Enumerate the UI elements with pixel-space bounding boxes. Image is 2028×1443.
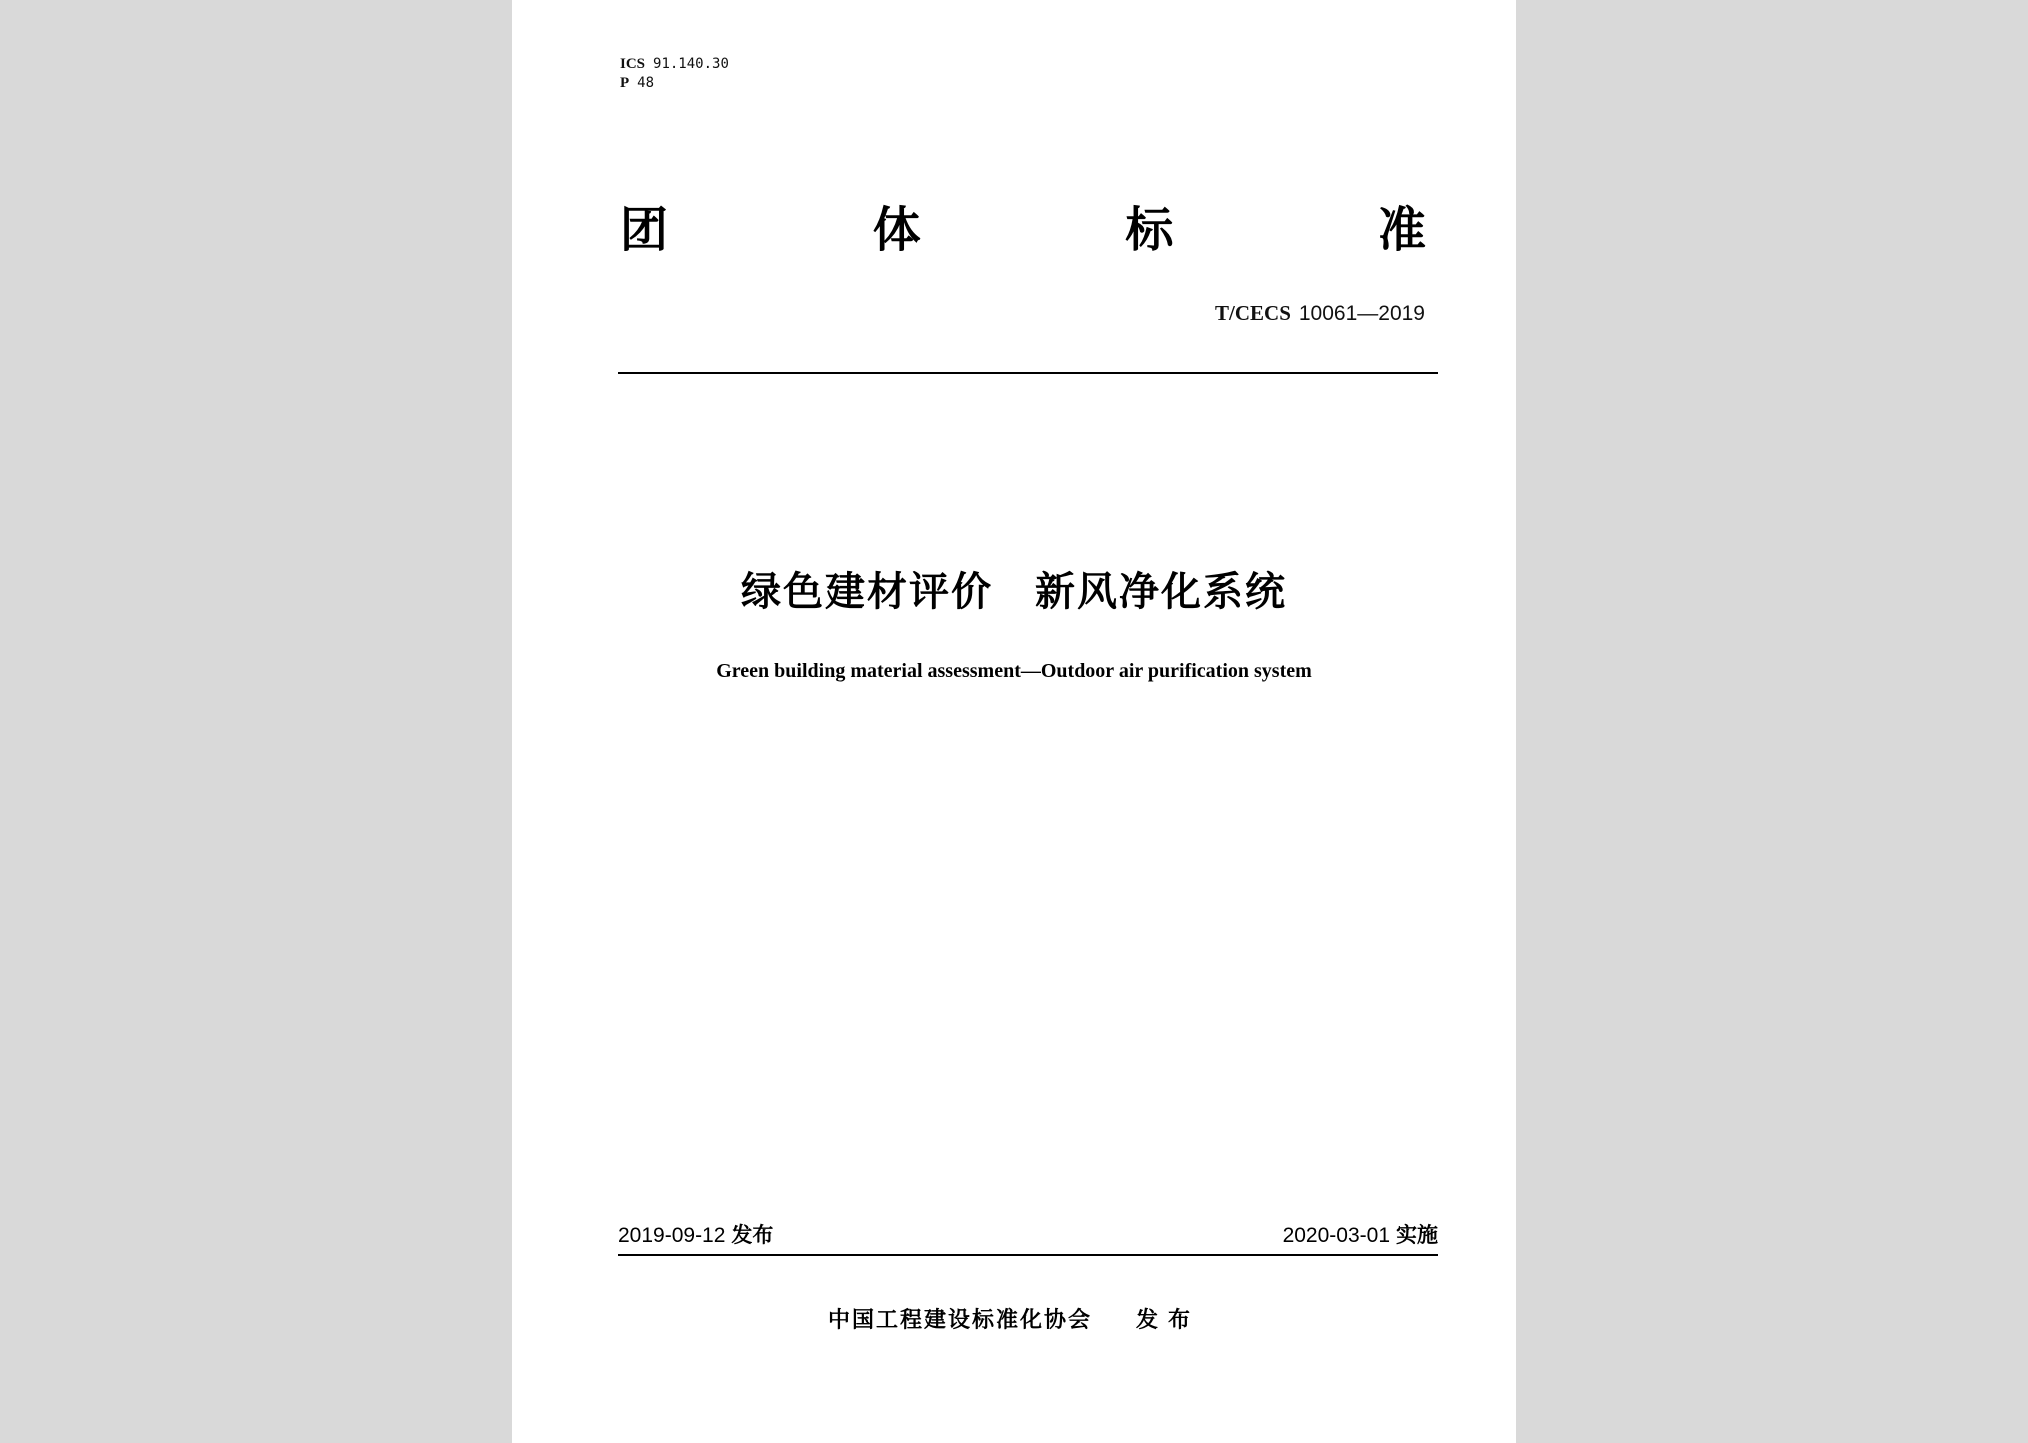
standard-code: 10061—2019 <box>1298 302 1425 325</box>
title-english: Green building material assessment—Outdoor air purification system <box>716 660 1312 682</box>
ics-label: ICS <box>620 56 646 72</box>
issue-date: 2019-09-12 <box>618 1224 726 1247</box>
issue-label: 发布 <box>731 1223 774 1247</box>
publisher-line <box>512 1306 1516 1336</box>
heading-char: 团 <box>620 202 669 258</box>
issue-date-line <box>618 1222 773 1249</box>
standard-type-heading <box>620 200 1426 260</box>
p-line <box>620 74 729 93</box>
effective-date: 2020-03-01 <box>1282 1224 1390 1247</box>
effective-date-line <box>1112 1222 1438 1249</box>
heading-char: 准 <box>1377 202 1426 258</box>
classification-codes <box>620 55 729 93</box>
bottom-divider <box>618 1254 1438 1256</box>
publisher-org: 中国工程建设标准化协会 <box>827 1308 1092 1333</box>
document-page <box>512 0 1516 1443</box>
p-label: P <box>620 75 630 91</box>
standard-prefix: T/CECS <box>1215 301 1291 325</box>
ics-line <box>620 55 729 74</box>
standard-number <box>1112 300 1425 327</box>
heading-char: 标 <box>1125 202 1174 258</box>
title-chinese: 绿色建材评价 新风净化系统 <box>741 569 1287 615</box>
effective-label: 实施 <box>1396 1223 1438 1247</box>
heading-char: 体 <box>872 202 921 258</box>
top-divider <box>618 372 1438 374</box>
ics-code: 91.140.30 <box>653 56 729 72</box>
p-code: 48 <box>637 75 655 91</box>
publisher-verb: 发布 <box>1136 1308 1201 1333</box>
